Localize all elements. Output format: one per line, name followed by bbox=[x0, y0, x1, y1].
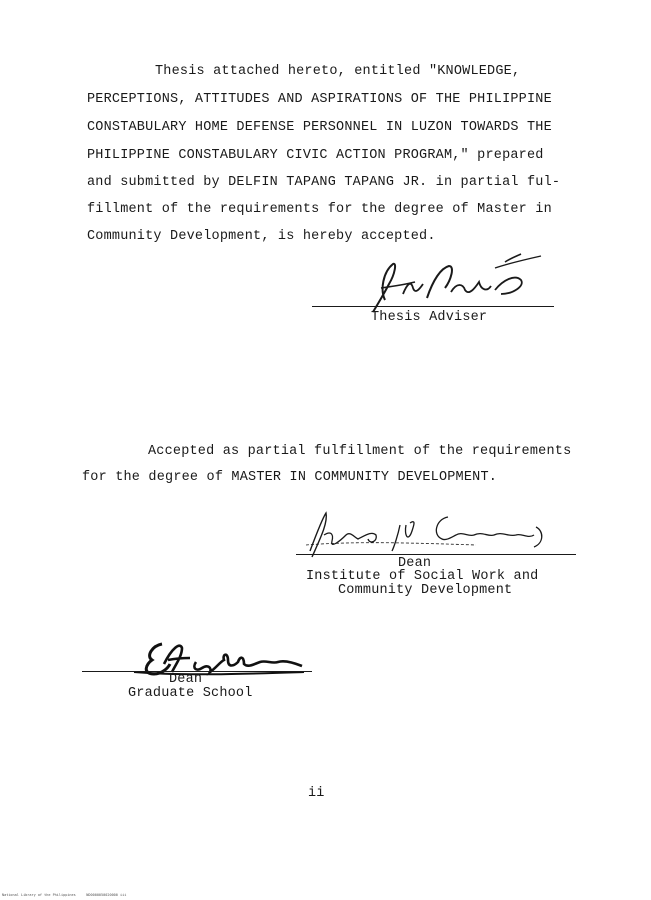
adviser-title: Thesis Adviser bbox=[371, 310, 488, 325]
paragraph1-line-7: Community Development, is hereby accepted. bbox=[87, 229, 436, 244]
paragraph1-line-4: PHILIPPINE CONSTABULARY CIVIC ACTION PROGRAM," prepared bbox=[87, 148, 544, 163]
dean-graduate-institution: Graduate School bbox=[128, 686, 253, 701]
dean-institute-line-1: Institute of Social Work and bbox=[306, 569, 539, 584]
dean-institute-signature-line bbox=[296, 554, 576, 555]
dean-institute-title: Dean bbox=[398, 556, 432, 571]
dean-graduate-signature bbox=[112, 634, 312, 684]
page-number: ii bbox=[308, 786, 325, 801]
paragraph1-line-3: CONSTABULARY HOME DEFENSE PERSONNEL IN LUZON TOWARDS THE bbox=[87, 120, 552, 135]
paragraph1-line-1: Thesis attached hereto, entitled "KNOWLEDGE, bbox=[155, 64, 521, 79]
paragraph1-line-5: and submitted by DELFIN TAPANG TAPANG JR. in partial ful- bbox=[87, 175, 561, 190]
paragraph2-line-2: for the degree of MASTER IN COMMUNITY DEVELOPMENT. bbox=[82, 470, 498, 485]
paragraph2-line-1: Accepted as partial fulfillment of the requirements bbox=[148, 444, 572, 459]
paragraph1-line-2: PERCEPTIONS, ATTITUDES AND ASPIRATIONS OF THE PHILIPPINE bbox=[87, 92, 552, 107]
dean-graduate-title: Dean bbox=[169, 672, 203, 687]
paragraph1-line-6: fillment of the requirements for the degree of Master in bbox=[87, 202, 552, 217]
dean-institute-line-2: Community Development bbox=[338, 583, 513, 598]
archive-footer: National Library of the Philippines ND0000050020000 iii bbox=[2, 893, 127, 897]
adviser-signature-line bbox=[312, 306, 554, 307]
